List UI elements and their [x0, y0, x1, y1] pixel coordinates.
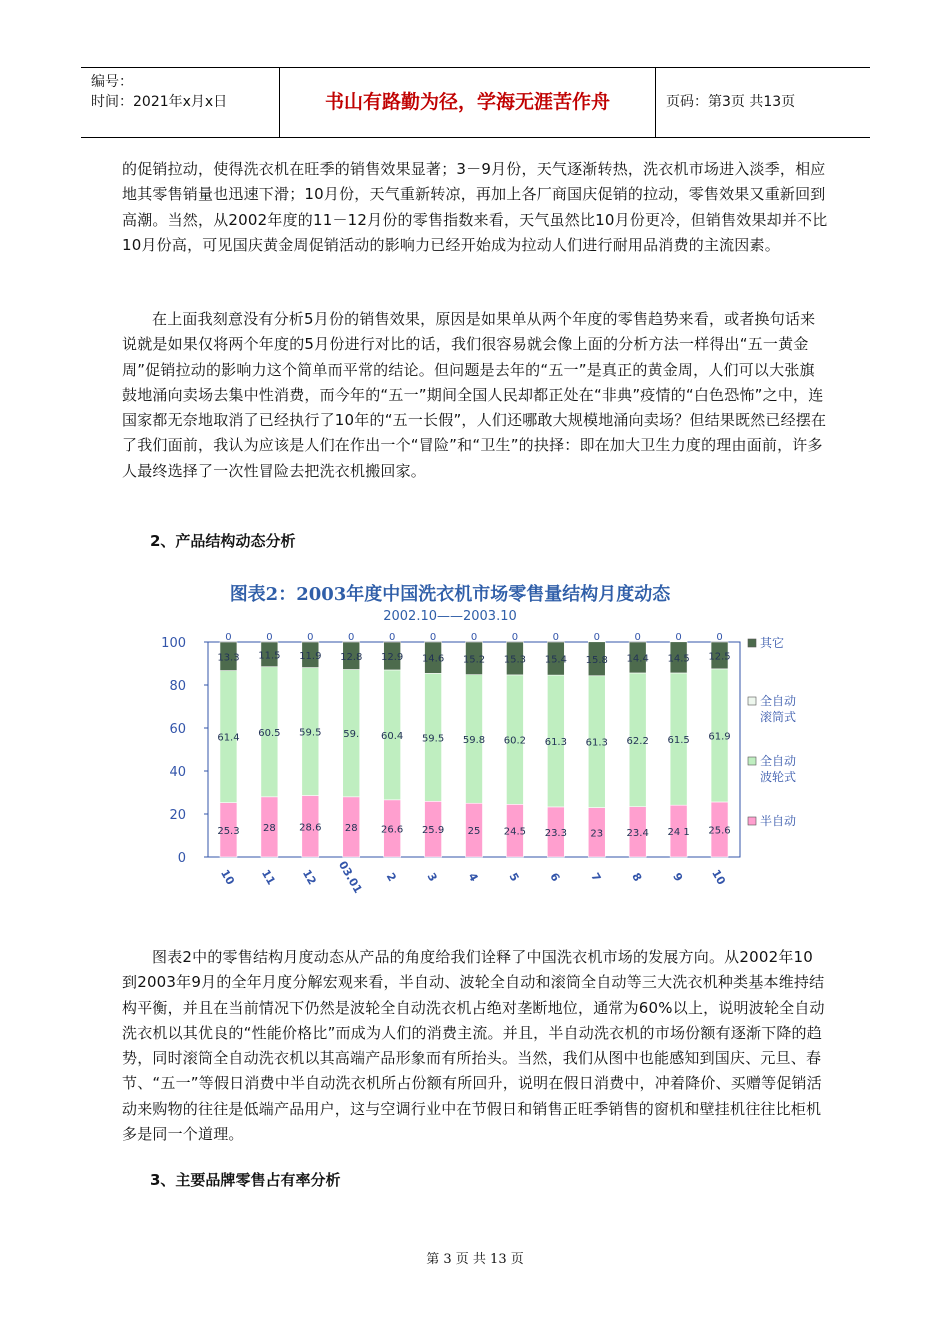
data-label: 0: [511, 632, 519, 643]
legend-label-line1: 全自动: [760, 754, 797, 768]
data-label: 60.5: [258, 727, 281, 739]
data-label: 0: [675, 631, 682, 643]
data-label: 15.2: [462, 654, 486, 666]
data-label: 61.3: [544, 737, 567, 749]
data-label: 12.8: [340, 651, 363, 663]
data-label: 25.3: [217, 825, 240, 837]
legend-label-line2: 滚筒式: [760, 710, 797, 724]
data-label: 25.9: [421, 825, 445, 837]
x-tick-label: 12: [299, 867, 319, 888]
x-tick-label: 2: [383, 870, 399, 884]
x-tick-label: 5: [506, 870, 522, 884]
paragraph-3: 图表2中的零售结构月度动态从产品的角度给我们诠释了中国洗衣机市场的发展方向。从2002年10到2003年9月的全年月度分解宏观来看，半自动、波轮全自动和滚筒全自动等三大洗衣机种类基本维持结构平衡，并且在当前情况下仍然是波轮全自动洗衣机占绝对垄断地位，通常为60%以上，说明波轮全自动洗衣机以其优良的“性能价格比”而成为人们的消费主流。并且，半自动洗衣机的市场份额有逐渐下降的趋势，同时滚筒全自动洗衣机以其高端产品形象而有所抬头。当然，我们从图中也能感知到国庆、元旦、春节、“五一”等假日消费中半自动洗衣机所占份额有所回升，说明在假日消费中，冲着降价、买赠等促销活动来购物的往往是低端产品用户，这与空调行业中在节假日和销售正旺季销售的窗机和壁挂机往往比柜机多是同一个道理。: [122, 948, 825, 1144]
data-label: 24 1: [667, 827, 690, 839]
legend-swatch: [748, 817, 756, 825]
data-label: 28.6: [299, 822, 322, 834]
data-label: 59.5: [299, 727, 322, 739]
x-tick-label: 10: [218, 867, 237, 888]
retail-structure-chart: [150, 575, 810, 915]
chart-title: 图表2：2003年度中国洗衣机市场零售量结构月度动态: [229, 584, 671, 605]
data-label: 28: [263, 822, 276, 834]
number-label: 编号：: [91, 74, 133, 90]
x-tick-label: 3: [424, 870, 440, 884]
data-label: 15.3: [503, 654, 527, 666]
data-label: 0: [348, 632, 355, 643]
data-label: 14.5: [667, 653, 690, 665]
y-tick-label: 20: [169, 808, 186, 823]
x-tick-label: 9: [670, 870, 686, 884]
data-label: 0: [470, 632, 478, 643]
y-tick-label: 60: [169, 722, 186, 737]
data-label: 12.9: [381, 652, 404, 664]
paragraph-1: 的促销拉动，使得洗衣机在旺季的销售效果显著；3－9月份，天气逐渐转热，洗衣机市场进入淡季，相应地其零售销量也迅速下滑；10月份，天气重新转凉，再加上各厂商国庆促销的拉动，零售效果又重新回到高潮。当然，从2002年度的11－12月份的零售指数来看，天气虽然比10月份更冷，但销售效果却并不比10月份高，可见国庆黄金周促销活动的影响力已经开始成为拉动人们进行耐用品消费的主流因素。: [122, 160, 828, 254]
data-label: 14.6: [421, 653, 445, 665]
y-tick-label: 80: [169, 679, 186, 694]
section-heading-3: 3、主要品牌零售占有率分析: [150, 1171, 341, 1189]
data-label: 11.5: [258, 650, 281, 662]
data-label: 0: [266, 632, 273, 643]
legend-swatch: [748, 639, 756, 647]
data-label: 61.5: [667, 735, 690, 747]
data-label: 13.3: [217, 652, 240, 664]
x-tick-label: 10: [709, 867, 729, 888]
data-label: 0: [429, 632, 437, 643]
data-label: 0: [593, 631, 600, 643]
data-label: 14.4: [626, 653, 649, 665]
data-label: 23.3: [544, 827, 567, 839]
legend-label-line1: 全自动: [760, 694, 797, 708]
data-label: 62.2: [626, 735, 649, 747]
paragraph-2: 在上面我刻意没有分析5月份的销售效果，原因是如果单从两个年度的零售趋势来看，或者换句话来说就是如果仅将两个年度的5月份进行对比的话，我们很容易就会像上面的分析方法一样得出“五一黄金周”促销拉动的影响力这个简单而平常的结论。但问题是去年的“五一”是真正的黄金周，人们可以大张旗鼓地涌向卖场去集中性消费，而今年的“五一”期间全国人民却都正处在“非典”疫情的“白色恐怖”之中，连国家都无奈地取消了已经执行了10年的“五一长假”，人们还哪敢大规模地涌向卖场？但结果既然已经摆在了我们面前，我认为应该是人们在作出一个“冒险”和“卫生”的抉择：即在加大卫生力度的理由面前，许多人最终选择了一次性冒险去把洗衣机搬回家。: [122, 310, 827, 480]
data-label: 11.9: [299, 650, 322, 662]
legend-label: 其它: [760, 636, 785, 650]
y-tick-label: 40: [169, 765, 186, 780]
x-tick-label: 11: [258, 867, 278, 888]
legend-swatch: [748, 697, 756, 705]
data-label: 0: [552, 632, 560, 643]
x-tick-label: 03.01: [335, 858, 365, 896]
y-tick-label: 0: [177, 851, 186, 866]
data-label: 25: [467, 826, 481, 838]
header-motto: 书山有路勤为径，学海无涯苦作舟: [280, 68, 656, 137]
time-label: 时间：2021年x月x日: [91, 94, 228, 110]
legend-swatch: [748, 757, 756, 765]
data-label: 12.5: [708, 651, 731, 663]
data-label: 0: [388, 632, 396, 644]
data-label: 61.4: [217, 732, 240, 744]
data-label: 24.5: [503, 826, 527, 838]
data-label: 0: [634, 632, 641, 643]
data-label: 23: [590, 828, 604, 840]
x-tick-label: 4: [465, 870, 481, 884]
section-heading-2: 2、产品结构动态分析: [150, 532, 296, 550]
data-label: 59.8: [462, 734, 486, 746]
x-tick-label: 8: [629, 870, 645, 884]
data-label: 23.4: [626, 827, 649, 839]
header-meta: [81, 68, 280, 137]
page-footer: 第 3 页 共 13 页: [426, 1252, 524, 1267]
data-label: 25.6: [708, 825, 731, 837]
data-label: 59.: [343, 729, 360, 741]
legend-label-line2: 波轮式: [760, 770, 797, 784]
data-label: 61.9: [708, 731, 731, 743]
data-label: 0: [225, 632, 232, 643]
data-label: 15.8: [585, 654, 608, 666]
data-label: 26.6: [381, 824, 404, 836]
data-label: 61.3: [585, 737, 608, 749]
x-tick-label: 6: [547, 870, 563, 884]
data-label: 0: [307, 632, 314, 643]
chart-subtitle: 2002.10——2003.10: [383, 609, 517, 624]
data-label: 28: [344, 822, 358, 834]
data-label: 59.5: [421, 733, 445, 745]
page-header: [81, 67, 870, 138]
x-tick-label: 7: [588, 870, 604, 884]
data-label: 60.4: [381, 730, 404, 742]
legend-label: 半自动: [760, 814, 797, 828]
data-label: 60.2: [503, 735, 527, 747]
page-number-label: 页码：第3页 共13页: [666, 94, 796, 110]
y-tick-label: 100: [161, 636, 186, 651]
data-label: 0: [716, 632, 723, 643]
data-label: 15.4: [544, 654, 567, 666]
